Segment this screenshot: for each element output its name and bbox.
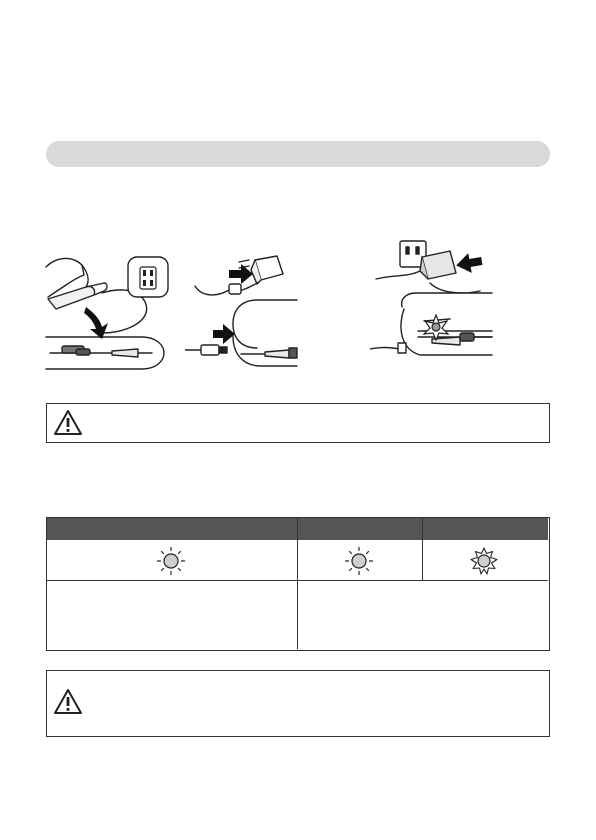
table-header-col-3 xyxy=(423,518,548,540)
table-divider xyxy=(297,518,298,649)
figure-place-toothbrush xyxy=(42,253,178,371)
table-divider xyxy=(47,580,548,581)
section-heading-bar xyxy=(46,141,550,167)
light-on-icon xyxy=(156,546,186,576)
caution-box-indicator xyxy=(46,670,550,737)
table-divider xyxy=(422,518,423,580)
warning-triangle-icon xyxy=(53,687,83,717)
figure-connect-cable xyxy=(185,250,301,372)
warning-triangle-icon xyxy=(53,408,83,438)
caution-box-charging xyxy=(46,403,550,443)
figure-plug-into-outlet xyxy=(370,237,498,372)
table-header-col-1 xyxy=(47,518,297,540)
light-on-icon xyxy=(344,546,374,576)
table-header-col-2 xyxy=(298,518,422,540)
indicator-light-table xyxy=(46,517,550,651)
light-flashing-icon xyxy=(469,546,499,576)
